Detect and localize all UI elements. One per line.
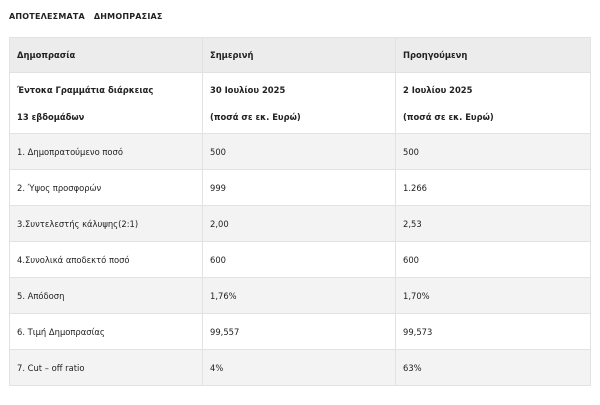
table-row (10, 134, 591, 170)
row-previous-value: 1,70% (396, 278, 591, 314)
row-previous-value: 500 (396, 134, 591, 170)
table-row (10, 242, 591, 278)
table-row (10, 314, 591, 350)
table-header-row (10, 38, 591, 73)
instrument-duration: 13 εβδομάδων (17, 111, 85, 122)
subheader-instrument (10, 73, 203, 134)
row-previous-value: 63% (396, 350, 591, 386)
row-current-value: 500 (203, 134, 396, 170)
row-label: 4.Συνολικά αποδεκτό ποσό (10, 242, 203, 278)
row-current-value: 1,76% (203, 278, 396, 314)
row-label: 2. Ύψος προσφορών (10, 170, 203, 206)
column-header-previous: Προηγούμενη (396, 38, 591, 73)
column-header-auction: Δημοπρασία (10, 38, 203, 73)
table-subheader-row (10, 73, 591, 134)
row-label: 6. Τιμή Δημοπρασίας (10, 314, 203, 350)
row-current-value: 99,557 (203, 314, 396, 350)
table-row (10, 206, 591, 242)
auction-results-table (9, 37, 591, 386)
page-title: ΑΠΟΤΕΛΕΣΜΑΤΑ ΔΗΜΟΠΡΑΣΙΑΣ (9, 12, 163, 21)
row-previous-value: 2,53 (396, 206, 591, 242)
previous-auction-date: 2 Ιουλίου 2025 (403, 84, 473, 95)
subheader-current-date (203, 73, 396, 134)
row-label: 3.Συντελεστής κάλυψης(2:1) (10, 206, 203, 242)
table-row (10, 170, 591, 206)
row-label: 5. Απόδοση (10, 278, 203, 314)
column-header-current: Σημερινή (203, 38, 396, 73)
current-auction-date: 30 Ιουλίου 2025 (210, 84, 286, 95)
row-current-value: 999 (203, 170, 396, 206)
subheader-previous-date (396, 73, 591, 134)
row-current-value: 4% (203, 350, 396, 386)
table-row (10, 278, 591, 314)
row-previous-value: 1.266 (396, 170, 591, 206)
row-current-value: 600 (203, 242, 396, 278)
previous-amount-unit: (ποσά σε εκ. Ευρώ) (403, 111, 494, 122)
row-label: 1. Δημοπρατούμενο ποσό (10, 134, 203, 170)
row-label: 7. Cut – off ratio (10, 350, 203, 386)
row-current-value: 2,00 (203, 206, 396, 242)
row-previous-value: 99,573 (396, 314, 591, 350)
row-previous-value: 600 (396, 242, 591, 278)
table-row (10, 350, 591, 386)
current-amount-unit: (ποσά σε εκ. Ευρώ) (210, 111, 301, 122)
instrument-name: Έντοκα Γραμμάτια διάρκειας (17, 84, 154, 95)
